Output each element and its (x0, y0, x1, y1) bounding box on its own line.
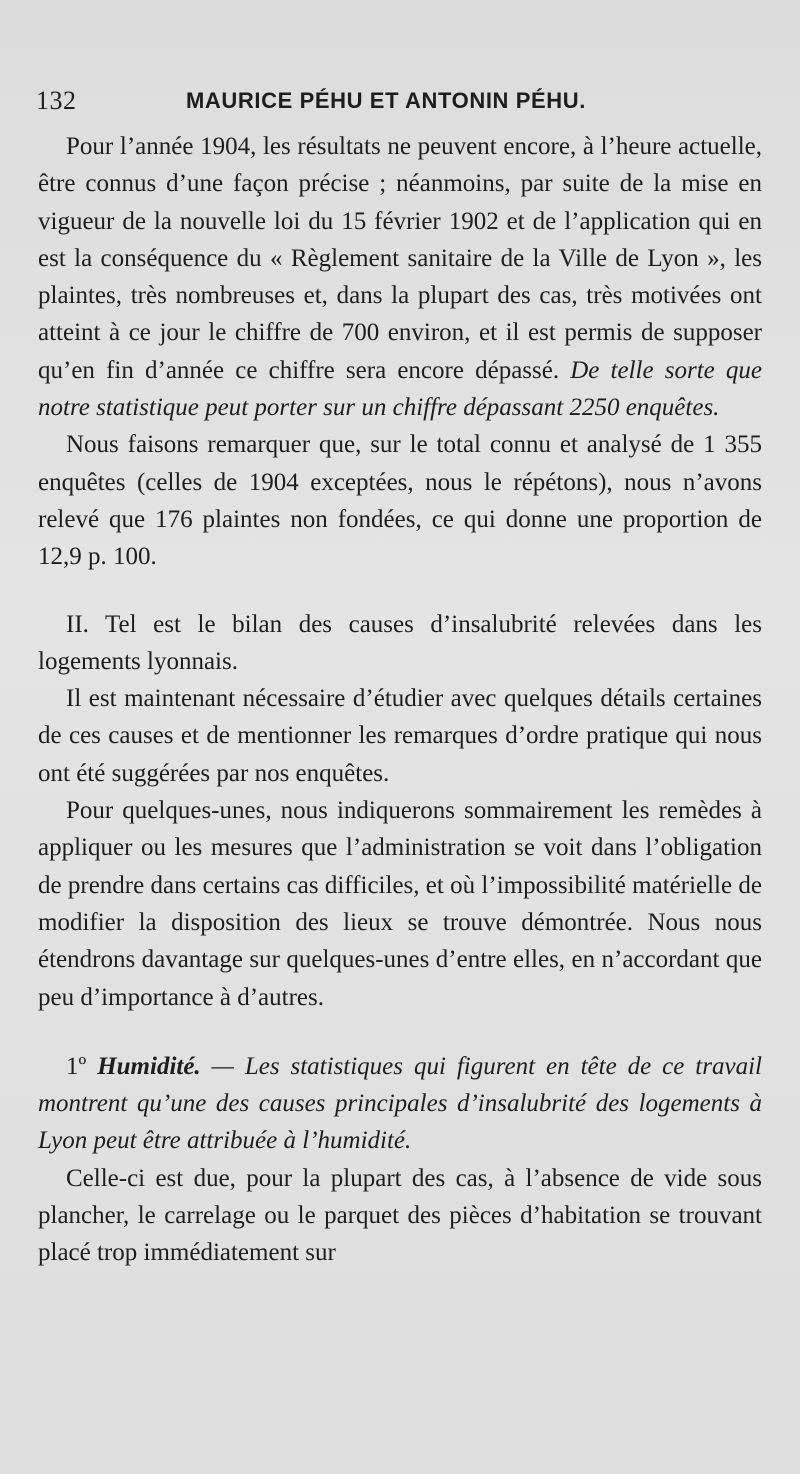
paragraph-6 (38, 1048, 762, 1160)
page-header (36, 86, 776, 126)
paragraph-7: Celle-ci est due, pour la plupart des cas, à l’absence de vide sous plancher, le carrelage ou le parquet des pièces d’habitation se trouvant placé trop immédiatement sur (38, 1164, 762, 1267)
paragraph-1 (38, 128, 762, 426)
body-text (38, 128, 762, 1272)
paragraph-6-text: — Les statistiques qui figurent en tête de ce travail montrent qu’une des causes principales d’insalubrité des logements à Lyon peut être attribuée à l’humidité. (38, 1052, 762, 1155)
running-head: MAURICE PÉHU ET ANTONIN PÉHU. (186, 88, 586, 113)
page-number: 132 (36, 86, 77, 115)
paragraph-1-emphasis: De telle sorte que notre statistique peut porter sur un chiffre dépassant 2250 enquêtes. (38, 356, 762, 422)
paragraph-4: Il est maintenant nécessaire d’étudier avec quelques détails certaines de ces causes et de mentionner les remarques d’ordre pratique qui nous ont été suggérées par nos enquêtes. (38, 685, 762, 787)
section-spacer (38, 1016, 762, 1048)
paragraph-2: Nous faisons remarquer que, sur le total connu et analysé de 1 355 enquêtes (celles de 1904 exceptées, nous le répétons), nous n’avons relevé que 176 plaintes non fondées, ce qui donne une proportion de 12,9 p. 100. (38, 431, 762, 571)
paragraph-3: II. Tel est le bilan des causes d’insalubrité relevées dans les logements lyonnais. (38, 610, 762, 675)
paragraph-5: Pour quelques-unes, nous indiquerons sommairement les remèdes à appliquer ou les mesures que l’administration se voit dans l’obligation de prendre dans certains cas difficiles, et où l’impossibilité matérielle de modifier la disposition des lieux se trouve démontrée. Nous nous étendrons davantage sur quelques-unes d’entre elles, en n’accordant que peu d’importance à d’autres. (38, 797, 762, 1011)
section-number: 1º (66, 1052, 98, 1080)
section-heading: Humidité. (97, 1052, 201, 1080)
section-spacer (38, 576, 762, 606)
paragraph-1-text: Pour l’année 1904, les résultats ne peuvent encore, à l’heure actuelle, être connus d’une façon précise ; néanmoins, par suite de la mise en vigueur de la nouvelle loi du 15 février 1902 et de l’application qui en est la conséquence du « Règlement sanitaire de la Ville de Lyon », les plaintes, très nombreuses et, dans la plupart des cas, très motivées ont atteint à ce jour le chiffre de 700 environ, et il est permis de supposer qu’en fin d’année ce chiffre sera encore dépassé. (38, 133, 762, 384)
